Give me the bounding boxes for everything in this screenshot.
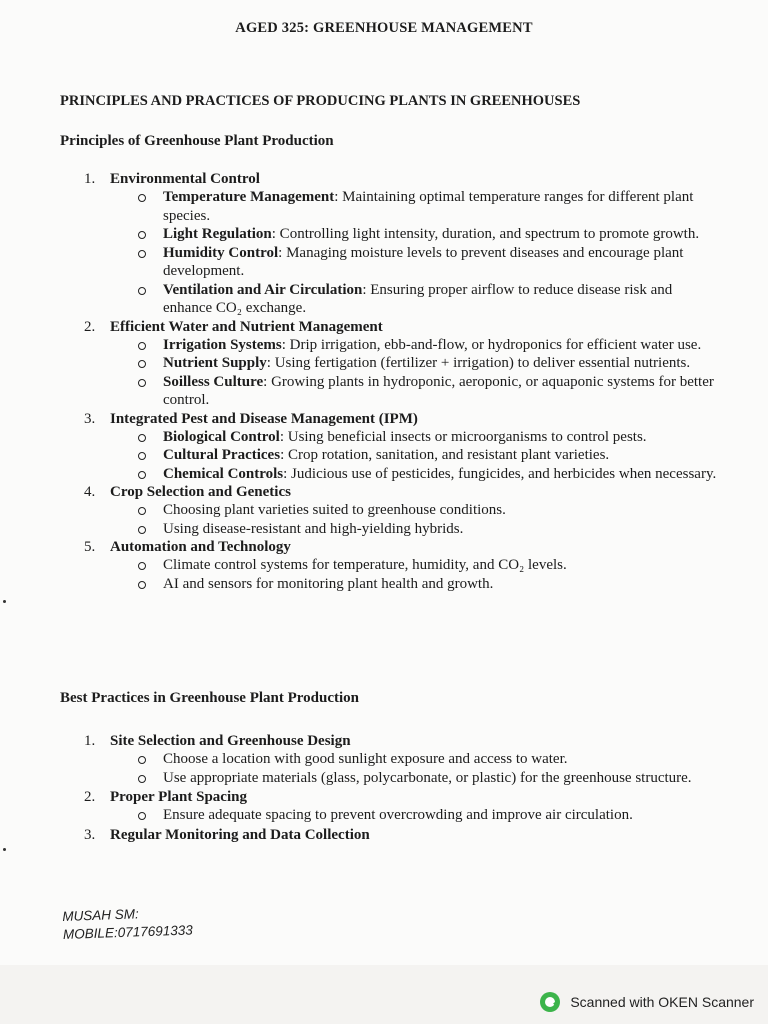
list-item-number: 3. <box>84 826 96 843</box>
bullet-text <box>163 446 723 465</box>
bullet-text <box>163 769 723 788</box>
scan-speck <box>3 848 6 851</box>
list-item-number: 5. <box>84 539 96 555</box>
bullet-term: Soilless Culture <box>163 373 264 390</box>
bullet-description: : Using beneficial insects or microorganisms to control pests. <box>279 428 647 445</box>
bullet-item <box>0 501 768 520</box>
list-item-title: Integrated Pest and Disease Management (IPM) <box>110 410 418 427</box>
bullet-item <box>0 575 768 594</box>
bullet-term: Nutrient Supply <box>163 355 267 371</box>
bullet-text <box>163 750 723 769</box>
scanner-label: Scanned with OKEN Scanner <box>570 994 754 1010</box>
hollow-bullet-icon <box>138 471 146 479</box>
bullet-description: Use appropriate materials (glass, polycarbonate, or plastic) for the greenhouse structure. <box>163 769 692 786</box>
bullet-term: Light Regulation <box>163 226 272 242</box>
bullet-item <box>0 428 768 447</box>
list-item-number: 2. <box>84 789 96 805</box>
hollow-bullet-icon <box>138 526 146 534</box>
bullet-text <box>163 575 723 594</box>
bullet-term: Temperature Management <box>163 189 335 205</box>
hollow-bullet-icon <box>138 452 146 460</box>
bullet-description: Choosing plant varieties suited to greenhouse conditions. <box>163 502 506 518</box>
bullet-text <box>163 354 723 373</box>
bullet-text <box>163 225 723 244</box>
bullet-item <box>0 244 768 281</box>
list-item-title: Site Selection and Greenhouse Design <box>110 733 351 749</box>
hollow-bullet-icon <box>138 775 146 783</box>
oken-scanner-logo-icon <box>540 992 560 1012</box>
list-item-title: Automation and Technology <box>110 539 291 555</box>
bullet-text <box>163 188 723 225</box>
bullet-term: Chemical Controls <box>163 465 284 482</box>
bullet-text <box>163 520 723 539</box>
bullet-description: : Controlling light intensity, duration, and spectrum to promote growth. <box>271 226 700 242</box>
main-heading: PRINCIPLES AND PRACTICES OF PRODUCING PLANTS IN GREENHOUSES <box>60 93 581 109</box>
list-item <box>0 788 768 806</box>
bullet-term: Ventilation and Air Circulation <box>163 281 363 298</box>
bullet-description: Using disease-resistant and high-yielding hybrids. <box>163 520 464 537</box>
bullet-item <box>0 446 768 465</box>
bullet-description: Ensure adequate spacing to prevent overcrowding and improve air circulation. <box>163 807 633 823</box>
bullet-item <box>0 769 768 788</box>
bullet-item <box>0 806 768 825</box>
bullet-description: : Drip irrigation, ebb-and-flow, or hydroponics for efficient water use. <box>281 336 702 353</box>
list-item-title: Regular Monitoring and Data Collection <box>110 826 370 843</box>
list-item <box>0 318 768 336</box>
hollow-bullet-icon <box>138 287 146 295</box>
bullet-item <box>0 520 768 539</box>
bullet-item <box>0 188 768 225</box>
bullet-text <box>163 281 723 318</box>
hollow-bullet-icon <box>138 812 146 820</box>
bullet-description: Climate control systems for temperature, humidity, and CO₂ levels. <box>163 557 567 573</box>
bullet-text <box>163 373 723 410</box>
bullet-description: : Ensuring proper airflow to reduce disease risk and enhance CO₂ exchange. <box>163 281 673 316</box>
author-name: MUSAH SM: <box>62 906 140 924</box>
bullet-description: Choose a location with good sunlight exposure and access to water. <box>163 751 568 767</box>
bullet-item <box>0 225 768 244</box>
list-item-title: Environmental Control <box>110 171 260 187</box>
principles-heading: Principles of Greenhouse Plant Production <box>60 133 334 149</box>
hollow-bullet-icon <box>138 250 146 258</box>
hollow-bullet-icon <box>138 507 146 515</box>
bullet-item <box>0 465 768 484</box>
list-item <box>0 538 768 556</box>
bullet-description: : Maintaining optimal temperature ranges for different plant species. <box>163 189 694 224</box>
bullet-item <box>0 354 768 373</box>
bullet-term: Biological Control <box>163 428 280 445</box>
hollow-bullet-icon <box>138 434 146 442</box>
list-item <box>0 826 768 844</box>
bullet-description: : Using fertigation (fertilizer + irrigation) to deliver essential nutrients. <box>266 355 691 371</box>
bullet-description: : Judicious use of pesticides, fungicides, and herbicides when necessary. <box>283 465 717 482</box>
list-item <box>0 732 768 750</box>
bullet-item <box>0 336 768 355</box>
list-item-title: Proper Plant Spacing <box>110 789 247 805</box>
hollow-bullet-icon <box>138 581 146 589</box>
list-item <box>0 483 768 501</box>
bullet-text <box>163 501 723 520</box>
scan-speck <box>3 600 6 603</box>
bullet-description: : Crop rotation, sanitation, and resistant plant varieties. <box>280 447 610 463</box>
best-practices-heading: Best Practices in Greenhouse Plant Production <box>60 690 360 706</box>
bullet-description: : Managing moisture levels to prevent diseases and encourage plant development. <box>163 244 684 279</box>
hollow-bullet-icon <box>138 360 146 368</box>
list-item-title: Efficient Water and Nutrient Management <box>110 318 383 335</box>
list-item <box>0 170 768 188</box>
list-item-number: 4. <box>84 484 96 500</box>
hollow-bullet-icon <box>138 379 146 387</box>
scanner-watermark <box>540 991 754 1013</box>
list-item-number: 1. <box>84 733 96 749</box>
hollow-bullet-icon <box>138 231 146 239</box>
best-practices-list <box>0 732 768 844</box>
bullet-text <box>163 428 723 447</box>
list-item-number: 1. <box>84 171 96 187</box>
author-signature <box>62 903 193 944</box>
bullet-text <box>163 465 723 484</box>
bullet-item <box>0 750 768 769</box>
bullet-text <box>163 806 723 825</box>
bullet-text <box>163 556 723 575</box>
bullet-term: Humidity Control <box>163 244 279 261</box>
bullet-term: Cultural Practices <box>163 447 281 463</box>
author-mobile: MOBILE:0717691333 <box>62 922 193 942</box>
hollow-bullet-icon <box>138 756 146 764</box>
bullet-item <box>0 556 768 575</box>
bullet-description: : Growing plants in hydroponic, aeroponic, or aquaponic systems for better control. <box>163 373 714 408</box>
bullet-description: AI and sensors for monitoring plant health and growth. <box>163 575 494 592</box>
bullet-item <box>0 281 768 318</box>
principles-list <box>0 170 768 593</box>
list-item-title: Crop Selection and Genetics <box>110 484 291 500</box>
hollow-bullet-icon <box>138 342 146 350</box>
course-title: AGED 325: GREENHOUSE MANAGEMENT <box>235 20 533 36</box>
bullet-text <box>163 244 723 281</box>
bullet-term: Irrigation Systems <box>163 336 282 353</box>
bullet-item <box>0 373 768 410</box>
bullet-text <box>163 336 723 355</box>
hollow-bullet-icon <box>138 194 146 202</box>
hollow-bullet-icon <box>138 562 146 570</box>
list-item-number: 3. <box>84 410 96 427</box>
list-item-number: 2. <box>84 318 96 335</box>
list-item <box>0 410 768 428</box>
